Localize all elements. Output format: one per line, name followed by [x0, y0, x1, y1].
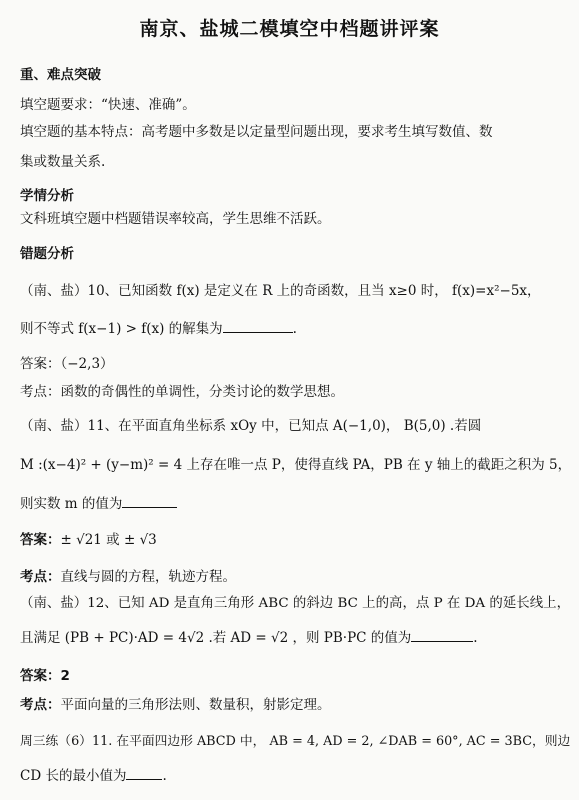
- heading-errors: 错题分析: [20, 246, 74, 262]
- q10-line2: [20, 317, 297, 337]
- q11-answer-label: 答案：: [20, 532, 61, 548]
- q11-line2: M :(x−4)² + (y−m)² = 4 上存在唯一点 P，使得直线 PA，PB 在 y 轴上的截距之积为 5，: [20, 457, 572, 473]
- heading-analysis: 学情分析: [20, 188, 74, 204]
- extra-question-line2-end: .: [162, 768, 167, 784]
- q11-line1: （南、盐）11、在平面直角坐标系 xOy 中，已知点 A(−1,0)， B(5,0) .若圆: [20, 418, 482, 434]
- answer-blank: [411, 629, 473, 642]
- q10-line1: （南、盐）10、已知函数 f(x) 是定义在 R 上的奇函数，且当 x≥0 时， f(x)=x²−5x，: [20, 283, 541, 299]
- key-points-features-line2: 集或数量关系.: [20, 154, 106, 170]
- extra-question-line1: 周三练（6）11. 在平面四边形 ABCD 中， AB = 4, AD = 2, ∠DAB = 60°, AC = 3BC，则边: [20, 734, 571, 749]
- q11-point: [20, 565, 236, 585]
- analysis-text: 文科班填空题中档题错误率较高，学生思维不活跃。: [20, 211, 331, 227]
- q11-answer-value: ± √21 或 ± √3: [60, 532, 157, 548]
- q10-line2-end: .: [292, 321, 297, 337]
- q12-line2: [20, 626, 478, 646]
- q12-line1: （南、盐）12、已知 AD 是直角三角形 ABC 的斜边 BC 上的高，点 P 在 DA 的延长线上，: [20, 596, 571, 611]
- q12-point: [20, 693, 331, 713]
- q11-line3: [20, 492, 177, 512]
- answer-blank: [126, 767, 162, 780]
- q12-line2-end: .: [473, 630, 478, 646]
- q11-point-text: 直线与圆的方程，轨迹方程。: [60, 569, 236, 585]
- q10-answer: 答案：（−2,3）: [20, 356, 114, 372]
- q12-answer-label: 答案：: [20, 668, 61, 684]
- document-title: 南京、盐城二模填空中档题讲评案: [139, 18, 440, 40]
- q12-answer-value: 2: [60, 668, 70, 684]
- key-points-features-line1: 填空题的基本特点：高考题中多数是以定量型问题出现，要求考生填写数值、数: [20, 124, 493, 140]
- q10-line2-text: 则不等式 f(x−1) > f(x) 的解集为: [20, 321, 223, 337]
- q12-answer: [20, 664, 70, 684]
- extra-question-line2: [20, 764, 167, 784]
- answer-blank: [122, 495, 177, 508]
- extra-question-line2-text: CD 长的最小值为: [20, 768, 127, 784]
- q12-point-label: 考点：: [20, 697, 61, 713]
- heading-key-points: 重、难点突破: [20, 67, 101, 83]
- q11-line3-text: 则实数 m 的值为: [20, 496, 123, 512]
- answer-blank: [223, 320, 293, 333]
- q11-point-label: 考点：: [20, 569, 61, 585]
- q12-line2-text: 且满足 (PB + PC)·AD = 4√2 .若 AD = √2 ，则 PB·PC 的值为: [20, 630, 412, 646]
- key-points-requirement: 填空题要求：“快速、准确”。: [20, 97, 196, 113]
- q10-point: 考点：函数的奇偶性的单调性，分类讨论的数学思想。: [20, 384, 344, 400]
- q12-point-text: 平面向量的三角形法则、数量积，射影定理。: [60, 697, 331, 713]
- q11-answer: [20, 528, 157, 548]
